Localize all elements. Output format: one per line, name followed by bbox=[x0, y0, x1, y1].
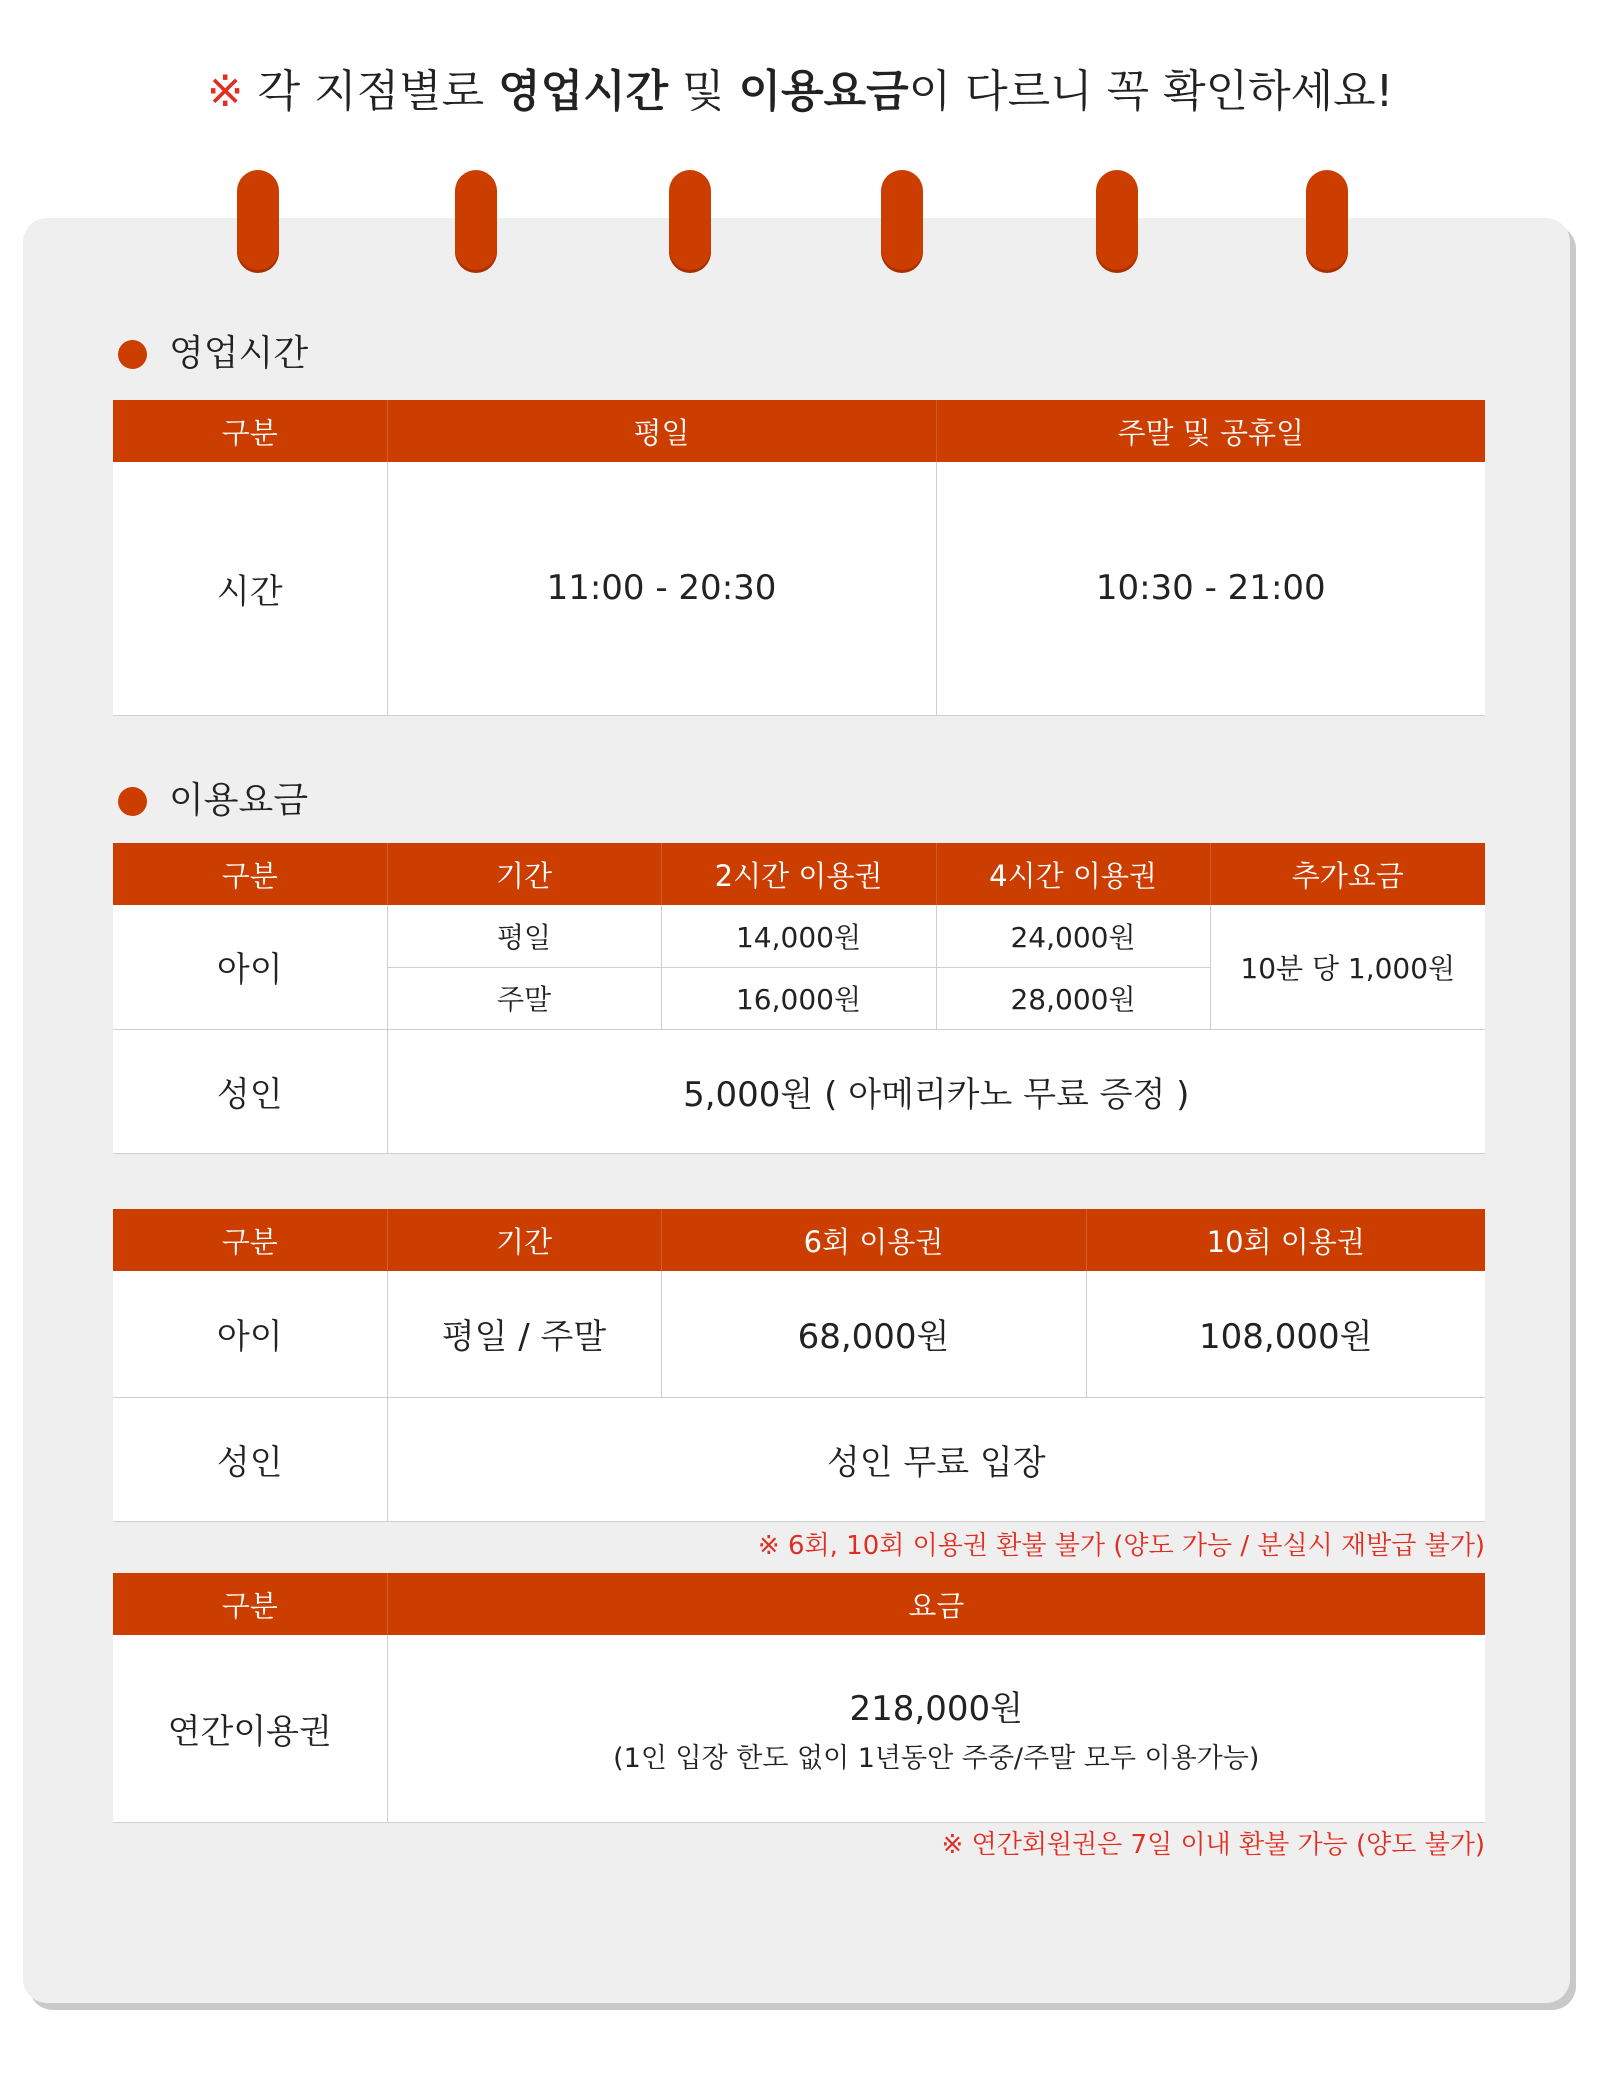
table-row bbox=[113, 1635, 1485, 1822]
notice-mark: ※ bbox=[206, 66, 244, 117]
hours-table bbox=[113, 400, 1485, 716]
adult-label: 성인 bbox=[113, 1029, 387, 1153]
header-category: 구분 bbox=[113, 1573, 387, 1635]
annual-pass-label: 연간이용권 bbox=[113, 1635, 387, 1822]
hours-row bbox=[113, 462, 1485, 715]
adult-pass-value: 성인 무료 입장 bbox=[387, 1397, 1485, 1521]
period-weekend: 주말 bbox=[387, 967, 661, 1029]
child-label: 아이 bbox=[113, 1271, 387, 1397]
fees-table-time bbox=[113, 843, 1485, 1154]
annual-pass-detail: (1인 입장 한도 없이 1년동안 주중/주말 모두 이용가능) bbox=[613, 1743, 1260, 1775]
binder-ring bbox=[881, 170, 923, 270]
section-title-hours-label: 영업시간 bbox=[169, 333, 309, 374]
two-hour-weekday-price: 14,000원 bbox=[661, 905, 936, 967]
section-title-hours bbox=[118, 332, 308, 376]
hours-header-row bbox=[113, 400, 1485, 462]
header-extra-fee: 추가요금 bbox=[1210, 843, 1485, 905]
header-ten-pass: 10회 이용권 bbox=[1086, 1209, 1485, 1271]
annual-pass-price: 218,000원 bbox=[849, 1689, 1023, 1730]
notice-bold-hours: 영업시간 bbox=[498, 66, 669, 117]
header-two-hour: 2시간 이용권 bbox=[661, 843, 936, 905]
header-fee: 요금 bbox=[387, 1573, 1485, 1635]
table-row bbox=[113, 905, 1485, 967]
bullet-dot bbox=[118, 340, 147, 369]
six-pass-price: 68,000원 bbox=[661, 1271, 1086, 1397]
adult-label: 성인 bbox=[113, 1397, 387, 1521]
annual-refund-note: ※ 연간회원권은 7일 이내 환불 가능 (양도 불가) bbox=[941, 1830, 1485, 1860]
annual-pass-cell bbox=[387, 1635, 1485, 1822]
binder-ring bbox=[669, 170, 711, 270]
header-period: 기간 bbox=[387, 1209, 661, 1271]
four-hour-weekend-price: 28,000원 bbox=[936, 967, 1210, 1029]
notice-text-2: 및 bbox=[668, 66, 739, 117]
notice-bold-fees: 이용요금 bbox=[738, 66, 909, 117]
notice-text-1: 각 지점별로 bbox=[243, 66, 499, 117]
section-title-fees bbox=[118, 779, 308, 823]
header-category: 구분 bbox=[113, 400, 387, 462]
header-weekday: 평일 bbox=[387, 400, 936, 462]
pass-refund-note: ※ 6회, 10회 이용권 환불 불가 (양도 가능 / 분실시 재발급 불가) bbox=[757, 1531, 1485, 1561]
annual-pass-table bbox=[113, 1573, 1485, 1823]
fees-table-pass bbox=[113, 1209, 1485, 1522]
header-weekend: 주말 및 공휴일 bbox=[936, 400, 1485, 462]
hours-weekday-value: 11:00 - 20:30 bbox=[387, 462, 936, 715]
header-six-pass: 6회 이용권 bbox=[661, 1209, 1086, 1271]
binder-ring bbox=[1306, 170, 1348, 270]
section-title-fees-label: 이용요금 bbox=[169, 780, 309, 821]
fees-pass-header-row bbox=[113, 1209, 1485, 1271]
hours-row-label: 시간 bbox=[113, 462, 387, 715]
four-hour-weekday-price: 24,000원 bbox=[936, 905, 1210, 967]
binder-ring bbox=[455, 170, 497, 270]
annual-header-row bbox=[113, 1573, 1485, 1635]
bullet-dot bbox=[118, 787, 147, 816]
table-row bbox=[113, 1397, 1485, 1521]
extra-fee-value: 10분 당 1,000원 bbox=[1210, 905, 1485, 1029]
header-period: 기간 bbox=[387, 843, 661, 905]
binder-ring bbox=[237, 170, 279, 270]
hours-weekend-value: 10:30 - 21:00 bbox=[936, 462, 1485, 715]
ten-pass-price: 108,000원 bbox=[1086, 1271, 1485, 1397]
top-notice bbox=[0, 62, 1600, 122]
adult-fee-value: 5,000원 ( 아메리카노 무료 증정 ) bbox=[387, 1029, 1485, 1153]
header-category: 구분 bbox=[113, 843, 387, 905]
table-row bbox=[113, 1029, 1485, 1153]
header-four-hour: 4시간 이용권 bbox=[936, 843, 1210, 905]
table-row bbox=[113, 1271, 1485, 1397]
pass-period: 평일 / 주말 bbox=[387, 1271, 661, 1397]
fees-time-header-row bbox=[113, 843, 1485, 905]
header-category: 구분 bbox=[113, 1209, 387, 1271]
two-hour-weekend-price: 16,000원 bbox=[661, 967, 936, 1029]
binder-ring bbox=[1096, 170, 1138, 270]
child-label: 아이 bbox=[113, 905, 387, 1029]
notice-text-3: 이 다르니 꼭 확인하세요! bbox=[908, 66, 1394, 117]
period-weekday: 평일 bbox=[387, 905, 661, 967]
